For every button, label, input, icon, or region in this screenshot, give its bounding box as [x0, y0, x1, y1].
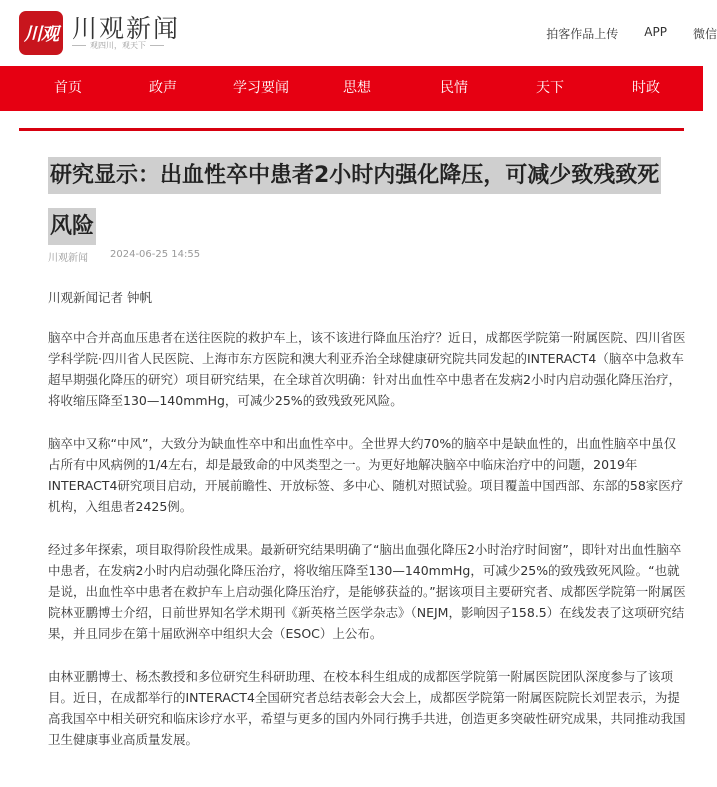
article-paragraph: 脑卒中合并高血压患者在送往医院的救护车上，该不该进行降血压治疗？近日，成都医学院第一附属医院、四川省医学科学院·四川省人民医院、上海市东方医院和澳大利亚乔治全球健康研究院共同发起的INTERACT4（脑卒中急救车超早期强化降压的研究）项目研究结果，在全球首次明确：针对出血性卒中患者在发病2小时内启动强化降压治疗，将收缩压降至130—140mmHg，可减少25%的致残致死风险。 — [48, 330, 686, 408]
article-paragraph: 由林亚鹏博士、杨杰教授和多位研究生科研助理、在校本科生组成的成都医学院第一附属医院团队深度参与了该项目。近日，在成都举行的INTERACT4全国研究者总结表彰会大会上，成都医学院第一附属医院院长刘罡表示，为提高我国卒中相关研究和临床诊疗水平，希望与更多的国内外同行携手共进，创造更多突破性研究成果，共同推动我国卫生健康事业高质量发展。 — [48, 669, 686, 747]
brand-name[interactable]: 川观新闻 — [72, 14, 181, 43]
article-byline: 川观新闻记者 钟帆 — [48, 290, 152, 305]
nav-item-public-opinion[interactable]: 民情 — [440, 80, 468, 96]
top-links — [546, 25, 717, 42]
app-link[interactable]: APP — [644, 25, 667, 39]
nav-item-home[interactable]: 首页 — [54, 80, 82, 96]
article-title — [48, 150, 680, 252]
article-body — [48, 287, 688, 772]
slogan-rule-left — [72, 45, 86, 46]
site-header — [0, 0, 717, 66]
brand-slogan — [72, 40, 164, 51]
article-datetime: 2024-06-25 14:55 — [110, 249, 201, 260]
article-meta — [48, 249, 200, 264]
upload-link[interactable]: 拍客作品上传 — [546, 27, 619, 41]
site-logo[interactable]: 川观 — [19, 11, 63, 55]
nav-item-study-news[interactable]: 学习要闻 — [233, 80, 289, 96]
content-divider — [19, 128, 684, 131]
slogan-rule-right — [150, 45, 164, 46]
article-paragraph: 脑卒中又称“中风”，大致分为缺血性卒中和出血性卒中。全世界大约70%的脑卒中是缺血性的，出血性脑卒中虽仅占所有中风病例的1/4左右，却是最致命的中风类型之一。为更好地解决脑卒中临床治疗中的问题，2019年INTERACT4研究项目启动，开展前瞻性、开放标签、多中心、随机对照试验。项目覆盖中国西部、东部的58家医疗机构，入组患者2425例。 — [48, 436, 684, 514]
nav-item-current-affairs[interactable]: 时政 — [632, 80, 660, 96]
wechat-link[interactable]: 微信 — [692, 27, 717, 41]
article-paragraph: 经过多年探索，项目取得阶段性成果。最新研究结果明确了“脑出血强化降压2小时治疗时间窗”，即针对出血性脑卒中患者，在发病2小时内启动强化降压治疗，将收缩压降至130—140mmHg，可减少25%的致残致死风险。“也就是说，出血性卒中患者在救护车上启动强化降压治疗，是能够获益的。”据该项目主要研究者、成都医学院第一附属医院林亚鹏博士介绍，日前世界知名学术期刊《新英格兰医学杂志》（NEJM，影响因子158.5）在线发表了这项研究结果，并且同步在第十届欧洲卒中组织大会（ESOC）上公布。 — [48, 542, 686, 641]
article-title-text: 研究显示：出血性卒中患者2小时内强化降压，可减少致残致死风险 — [48, 157, 661, 245]
nav-item-world[interactable]: 天下 — [536, 80, 564, 96]
article-source: 川观新闻 — [48, 253, 88, 264]
nav-item-politics[interactable]: 政声 — [149, 80, 177, 96]
main-nav — [0, 66, 703, 111]
nav-item-thought[interactable]: 思想 — [343, 80, 371, 96]
slogan-text: 观四川，观天下 — [90, 41, 146, 50]
article-header — [48, 150, 680, 252]
